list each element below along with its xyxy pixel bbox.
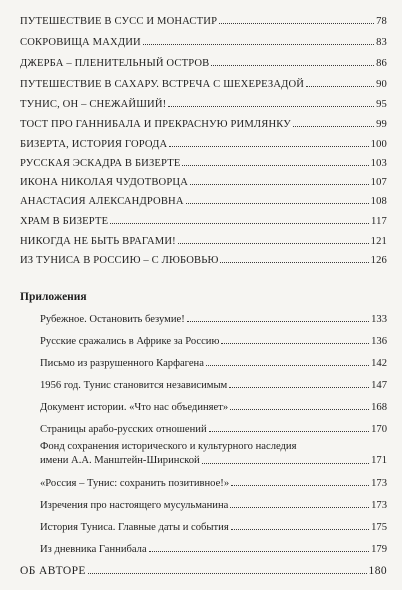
toc-entry-title: ДЖЕРБА – ПЛЕНИТЕЛЬНЫЙ ОСТРОВ — [20, 58, 210, 69]
toc-entry-title: НИКОГДА НЕ БЫТЬ ВРАГАМИ! — [20, 236, 176, 247]
toc-entry-title: БИЗЕРТА, ИСТОРИЯ ГОРОДА — [20, 139, 168, 150]
dot-leader — [168, 106, 374, 107]
dot-leader — [143, 44, 374, 45]
appendix-entry — [40, 440, 387, 467]
toc-entry — [20, 16, 387, 27]
toc-entry-title: ИКОНА НИКОЛАЯ ЧУДОТВОРЦА — [20, 177, 188, 188]
toc-entry-about-author — [20, 565, 387, 577]
toc-entry — [20, 177, 387, 188]
toc-entry-page: 100 — [370, 139, 387, 150]
dot-leader — [186, 203, 369, 204]
dot-leader — [306, 86, 374, 87]
toc-entry-page: 78 — [376, 16, 387, 27]
toc-entry-title-line1: Фонд сохранения исторического и культурного наследия — [40, 441, 297, 452]
appendix-entry — [40, 314, 387, 325]
toc-entry — [20, 158, 387, 169]
toc-entry-page: 133 — [371, 314, 387, 325]
toc-entry-title: ТУНИС, ОН – СНЕЖАЙШИЙ! — [20, 99, 167, 110]
toc-entry-page: 99 — [376, 119, 387, 130]
toc-entry-title: «Россия – Тунис: сохранить позитивное!» — [40, 478, 230, 489]
dot-leader — [182, 165, 368, 166]
toc-entry-page: 171 — [371, 454, 387, 466]
toc-entry-page: 90 — [376, 79, 387, 90]
dot-leader — [149, 551, 369, 552]
toc-entry-page: 121 — [370, 236, 387, 247]
dot-leader — [221, 343, 369, 344]
toc-entry — [20, 58, 387, 69]
toc-entry-title: РУССКАЯ ЭСКАДРА В БИЗЕРТЕ — [20, 158, 181, 169]
toc-entry — [20, 216, 387, 227]
toc-entry — [20, 119, 387, 130]
toc-entry-title: ИЗ ТУНИСА В РОССИЮ – С ЛЮБОВЬЮ — [20, 255, 219, 266]
appendix-entry — [40, 380, 387, 391]
dot-leader — [206, 365, 369, 366]
toc-entry-page: 173 — [371, 478, 387, 489]
dot-leader — [230, 409, 369, 410]
toc-entry-title: ХРАМ В БИЗЕРТЕ — [20, 216, 109, 227]
toc-entry-page: 180 — [368, 565, 387, 577]
appendix-entry — [40, 478, 387, 489]
dot-leader — [178, 243, 369, 244]
toc-entry — [20, 139, 387, 150]
appendix-entry — [40, 402, 387, 413]
toc-entry-title: Документ истории. «Что нас объединяет» — [40, 402, 229, 413]
dot-leader — [211, 65, 374, 66]
toc-entry-page: 175 — [371, 522, 387, 533]
appendix-entry — [40, 544, 387, 555]
toc-entry-title: Страницы арабо-русских отношений — [40, 424, 207, 435]
toc-entry-title: Рубежное. Остановить безумие! — [40, 314, 185, 325]
dot-leader — [229, 387, 369, 388]
toc-entry — [20, 255, 387, 266]
appendix-entry — [40, 358, 387, 369]
dot-leader — [220, 262, 368, 263]
appendix-entry — [40, 336, 387, 347]
toc-entry — [20, 99, 387, 110]
toc-entry-title: 1956 год. Тунис становится независимым — [40, 380, 228, 391]
toc-entry-page: 179 — [371, 544, 387, 555]
toc-entry-title: АНАСТАСИЯ АЛЕКСАНДРОВНА — [20, 196, 184, 207]
appendix-entry — [40, 500, 387, 511]
dot-leader — [293, 126, 374, 127]
toc-entry-page: 83 — [376, 37, 387, 48]
dot-leader — [202, 463, 369, 464]
toc-entry-title: Из дневника Ганнибала — [40, 544, 147, 555]
toc-entry — [20, 196, 387, 207]
dot-leader — [219, 23, 374, 24]
dot-leader — [169, 146, 368, 147]
toc-entry-title: ПУТЕШЕСТВИЕ В СУСС И МОНАСТИР — [20, 16, 218, 27]
dot-leader — [230, 507, 369, 508]
toc-entry — [20, 37, 387, 48]
toc-entry-page: 142 — [371, 358, 387, 369]
dot-leader — [231, 529, 369, 530]
toc-entry-page: 108 — [370, 196, 387, 207]
toc-entry — [20, 236, 387, 247]
appendix-heading: Приложения — [20, 291, 87, 303]
toc-entry-title: ТОСТ ПРО ГАННИБАЛА И ПРЕКРАСНУЮ РИМЛЯНКУ — [20, 119, 291, 130]
appendix-entry — [40, 522, 387, 533]
dot-leader — [88, 573, 367, 574]
toc-entry-page: 103 — [370, 158, 387, 169]
toc-entry-page: 147 — [371, 380, 387, 391]
toc-entry-title: История Туниса. Главные даты и события — [40, 522, 229, 533]
toc-entry-page: 107 — [370, 177, 387, 188]
toc-entry-page: 168 — [371, 402, 387, 413]
toc-entry-title: СОКРОВИЩА МАХДИИ — [20, 37, 141, 48]
toc-entry-title: Русские сражались в Африке за Россию — [40, 336, 220, 347]
toc-entry-page: 173 — [371, 500, 387, 511]
dot-leader — [231, 485, 369, 486]
toc-entry-title: Изречения про настоящего мусульманина — [40, 500, 229, 511]
dot-leader — [209, 431, 369, 432]
appendix-entry — [40, 424, 387, 435]
toc-entry-title: ПУТЕШЕСТВИЕ В САХАРУ. ВСТРЕЧА С ШЕХЕРЕЗАДОЙ — [20, 79, 305, 90]
toc-entry — [20, 79, 387, 90]
toc-entry-page: 170 — [371, 424, 387, 435]
toc-entry-title: ОБ АВТОРЕ — [20, 565, 86, 577]
toc-entry-page: 117 — [371, 216, 387, 227]
dot-leader — [110, 223, 369, 224]
toc-entry-title: Письмо из разрушенного Карфагена — [40, 358, 204, 369]
toc-entry-title-line2: имени А.А. Манштейн-Ширинской — [40, 454, 200, 466]
dot-leader — [190, 184, 369, 185]
toc-entry-page: 136 — [371, 336, 387, 347]
toc-entry-page: 86 — [376, 58, 387, 69]
dot-leader — [187, 321, 369, 322]
toc-entry-page: 95 — [376, 99, 387, 110]
toc-entry-page: 126 — [370, 255, 387, 266]
